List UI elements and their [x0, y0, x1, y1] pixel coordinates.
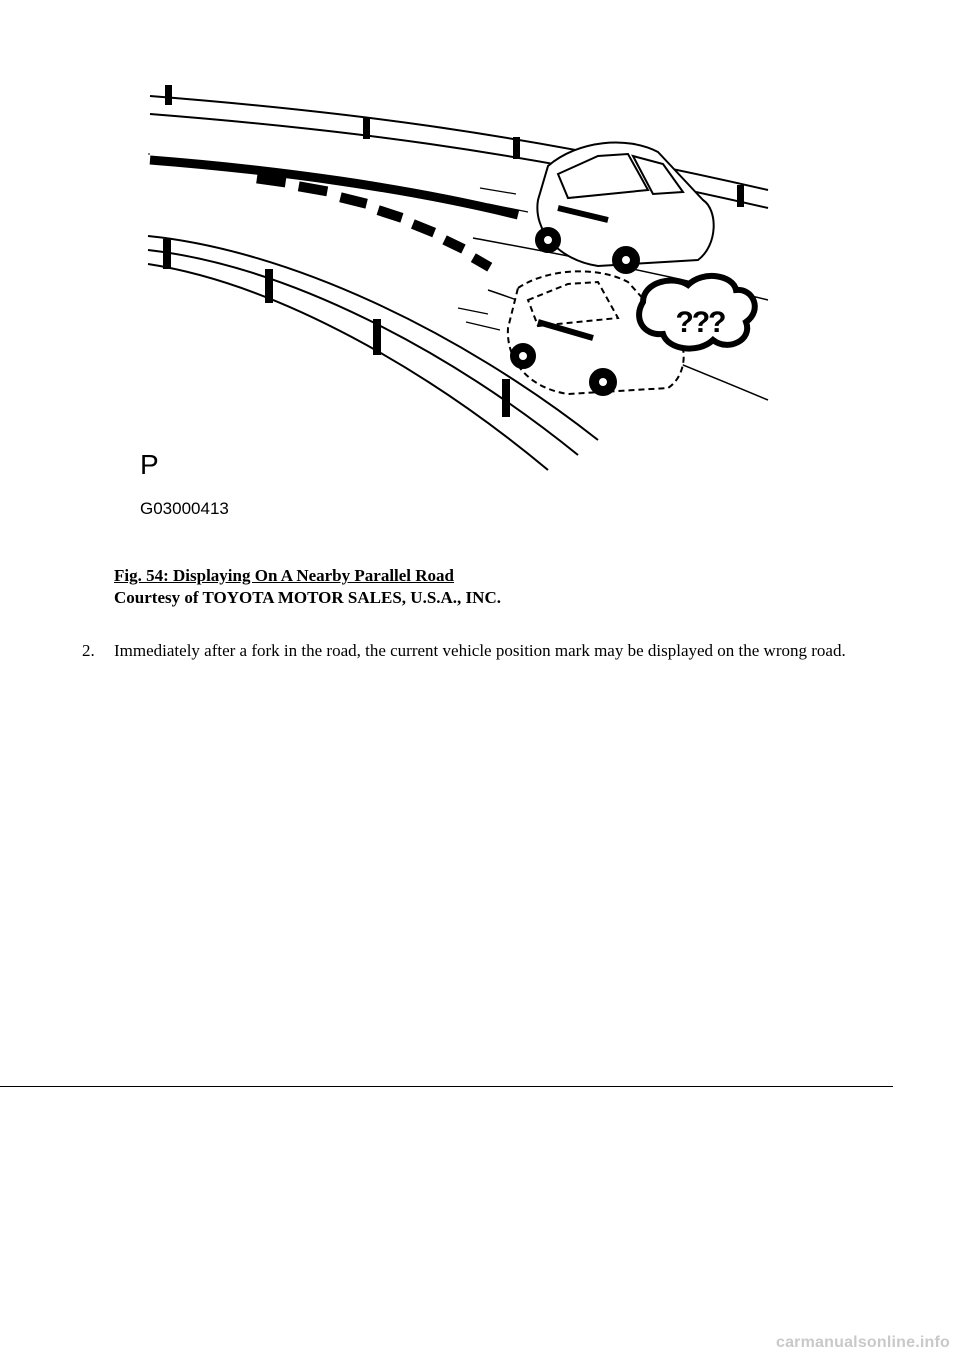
graphic-code: G03000413 — [140, 499, 229, 518]
figure-code-letter: P — [140, 449, 159, 480]
page-divider — [0, 1086, 893, 1087]
list-item-text: Immediately after a fork in the road, the current vehicle position mark may be displayed on the wrong road. — [114, 641, 846, 660]
figure-title: Fig. 54: Displaying On A Nearby Parallel Road — [114, 566, 455, 585]
bubble-text: ??? — [675, 306, 725, 339]
figure-courtesy: Courtesy of TOYOTA MOTOR SALES, U.S.A., INC. — [114, 588, 501, 607]
actual-vehicle — [536, 143, 714, 273]
parallel-road-illustration — [128, 70, 778, 530]
footer-watermark: carmanualsonline.info — [775, 1334, 950, 1351]
list-item-number: 2. — [82, 641, 95, 660]
figure-illustration — [128, 70, 778, 530]
list-item — [82, 640, 862, 662]
